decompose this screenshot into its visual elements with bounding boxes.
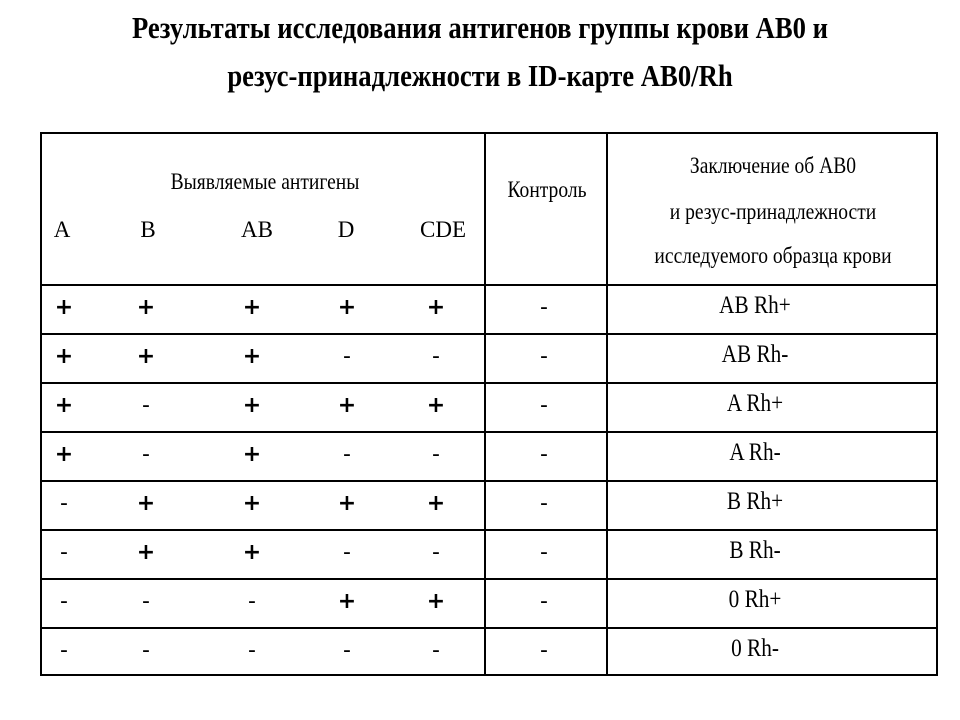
column-divider	[484, 132, 486, 676]
cell-b: +	[136, 344, 156, 369]
row-divider	[40, 578, 938, 580]
cell-control: -	[540, 442, 548, 467]
cell-conclusion: AB Rh+	[719, 292, 791, 319]
cell-b: -	[142, 589, 150, 614]
cell-a: -	[60, 589, 68, 614]
antigens-group-header: Выявляемые антигены	[170, 169, 360, 194]
cell-conclusion: A Rh+	[726, 390, 784, 417]
table-top-border	[40, 132, 938, 134]
column-divider	[40, 132, 42, 676]
row-divider	[40, 284, 938, 286]
cell-d: -	[343, 540, 351, 565]
antigen-results-table	[40, 132, 938, 676]
cell-cde: +	[426, 393, 446, 418]
column-header-ab: AB	[241, 217, 273, 242]
cell-control: -	[540, 540, 548, 565]
cell-control: -	[540, 393, 548, 418]
cell-control: -	[540, 638, 548, 663]
column-divider	[936, 132, 938, 676]
column-header-cde: CDE	[420, 217, 466, 242]
cell-cde: -	[432, 540, 440, 565]
cell-b: -	[142, 638, 150, 663]
cell-d: -	[343, 344, 351, 369]
column-header-a: A	[53, 217, 71, 242]
cell-ab: +	[242, 540, 262, 565]
row-divider	[40, 627, 938, 629]
cell-cde: +	[426, 295, 446, 320]
cell-d: +	[337, 295, 357, 320]
cell-conclusion: 0 Rh-	[731, 635, 779, 662]
cell-b: +	[136, 295, 156, 320]
conclusion-header-line-3: исследуемого образца крови	[654, 243, 892, 268]
cell-b: -	[142, 442, 150, 467]
cell-a: +	[54, 344, 74, 369]
page-title-line-1: Результаты исследования антигенов группы крови AB0 и	[131, 10, 829, 45]
cell-control: -	[540, 491, 548, 516]
row-divider	[40, 382, 938, 384]
cell-ab: +	[242, 442, 262, 467]
cell-cde: +	[426, 589, 446, 614]
cell-conclusion: B Rh+	[726, 488, 784, 515]
cell-b: -	[142, 393, 150, 418]
cell-conclusion: AB Rh-	[721, 341, 789, 368]
cell-conclusion: A Rh-	[729, 439, 781, 466]
cell-d: +	[337, 393, 357, 418]
control-header: Контроль	[507, 177, 587, 202]
cell-ab: +	[242, 393, 262, 418]
cell-a: +	[54, 295, 74, 320]
cell-cde: +	[426, 491, 446, 516]
cell-d: -	[343, 638, 351, 663]
cell-ab: -	[248, 589, 256, 614]
conclusion-header-line-1: Заключение об AB0	[689, 153, 857, 178]
cell-ab: +	[242, 344, 262, 369]
row-divider	[40, 480, 938, 482]
cell-a: -	[60, 491, 68, 516]
cell-a: -	[60, 638, 68, 663]
cell-b: +	[136, 540, 156, 565]
cell-cde: -	[432, 442, 440, 467]
page-title-line-2: резус-принадлежности в ID-карте AB0/Rh	[227, 58, 733, 93]
column-header-b: B	[140, 217, 156, 242]
cell-a: +	[54, 442, 74, 467]
cell-cde: -	[432, 638, 440, 663]
column-header-d: D	[337, 217, 355, 242]
column-divider	[606, 132, 608, 676]
conclusion-header-line-2: и резус-принадлежности	[669, 199, 877, 224]
cell-cde: -	[432, 344, 440, 369]
cell-d: -	[343, 442, 351, 467]
row-divider	[40, 674, 938, 676]
cell-ab: +	[242, 491, 262, 516]
cell-d: +	[337, 589, 357, 614]
cell-control: -	[540, 589, 548, 614]
row-divider	[40, 529, 938, 531]
cell-d: +	[337, 491, 357, 516]
cell-a: +	[54, 393, 74, 418]
cell-control: -	[540, 295, 548, 320]
cell-conclusion: B Rh-	[729, 537, 781, 564]
row-divider	[40, 333, 938, 335]
cell-a: -	[60, 540, 68, 565]
cell-b: +	[136, 491, 156, 516]
cell-ab: -	[248, 638, 256, 663]
row-divider	[40, 431, 938, 433]
cell-ab: +	[242, 295, 262, 320]
cell-control: -	[540, 344, 548, 369]
cell-conclusion: 0 Rh+	[728, 586, 782, 613]
